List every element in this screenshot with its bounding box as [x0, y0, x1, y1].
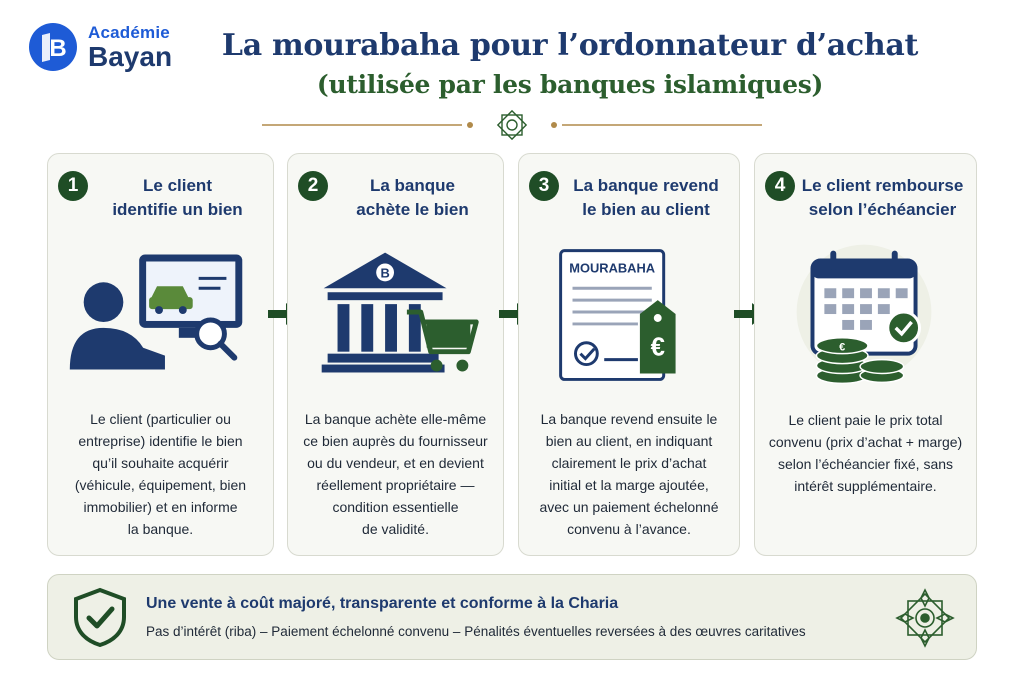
step-number: 2 [298, 171, 328, 201]
svg-text:MOURABAHA: MOURABAHA [569, 260, 656, 276]
svg-text:B: B [49, 35, 67, 62]
star-ornament-icon [894, 587, 956, 649]
step-number: 1 [58, 171, 88, 201]
client-computer-icon [48, 242, 273, 392]
shield-check-icon [72, 587, 128, 647]
step-card-4 [754, 153, 977, 556]
bayan-book-icon [28, 22, 78, 72]
ornament-divider [262, 107, 762, 143]
step-description: La banque revend ensuite le bien au client, en indiquant clairement le prix d’achat initial et la marge ajoutée, avec un paiement échelonné convenu à l’avance. [539, 411, 719, 537]
step-title: La banque revend le bien au client [573, 176, 719, 219]
summary-banner [47, 574, 977, 660]
step-card-1 [47, 153, 274, 556]
page-subtitle: (utilisée par les banques islamiques) [316, 70, 824, 99]
svg-text:B: B [380, 265, 390, 281]
step-description: Le client paie le prix total convenu (prix d’achat + marge) selon l’échéancier fixé, sans intérêt supplémentaire. [768, 412, 963, 494]
page-title: La mourabaha pour l’ordonnateur d’achat [221, 28, 919, 63]
svg-text:€: € [839, 341, 846, 354]
step-title: Le client identifie un bien [112, 176, 243, 219]
step-title: La banque achète le bien [356, 176, 469, 219]
step-description: La banque achète elle-même ce bien auprès du fournisseur ou du vendeur, et en devient réellement propriétaire — condition essentielle de validité. [303, 411, 488, 537]
calendar-coins-icon [755, 242, 976, 392]
step-title: Le client rembourse selon l’échéancier [801, 176, 964, 219]
step-description: Le client (particulier ou entreprise) identifie le bien qu’il souhaite acquérir (véhicule, équipement, bien immobilier) et en informe la banque. [74, 411, 247, 537]
step-number: 3 [529, 171, 559, 201]
step-number: 4 [765, 171, 795, 201]
bank-cart-icon [288, 242, 503, 392]
academie-bayan-logo [28, 22, 172, 72]
logo-small-text: Académie [88, 22, 170, 42]
step-card-2 [287, 153, 504, 556]
banner-text: Pas d’intérêt (riba) – Paiement échelonné convenu – Pénalités éventuelles reversées à des œuvres caritatives [146, 624, 806, 639]
step-card-3 [518, 153, 740, 556]
contract-icon [519, 242, 739, 392]
banner-title: Une vente à coût majoré, transparente et conforme à la Charia [146, 595, 619, 612]
logo-big-text: Bayan [88, 40, 173, 72]
svg-text:€: € [650, 333, 665, 362]
